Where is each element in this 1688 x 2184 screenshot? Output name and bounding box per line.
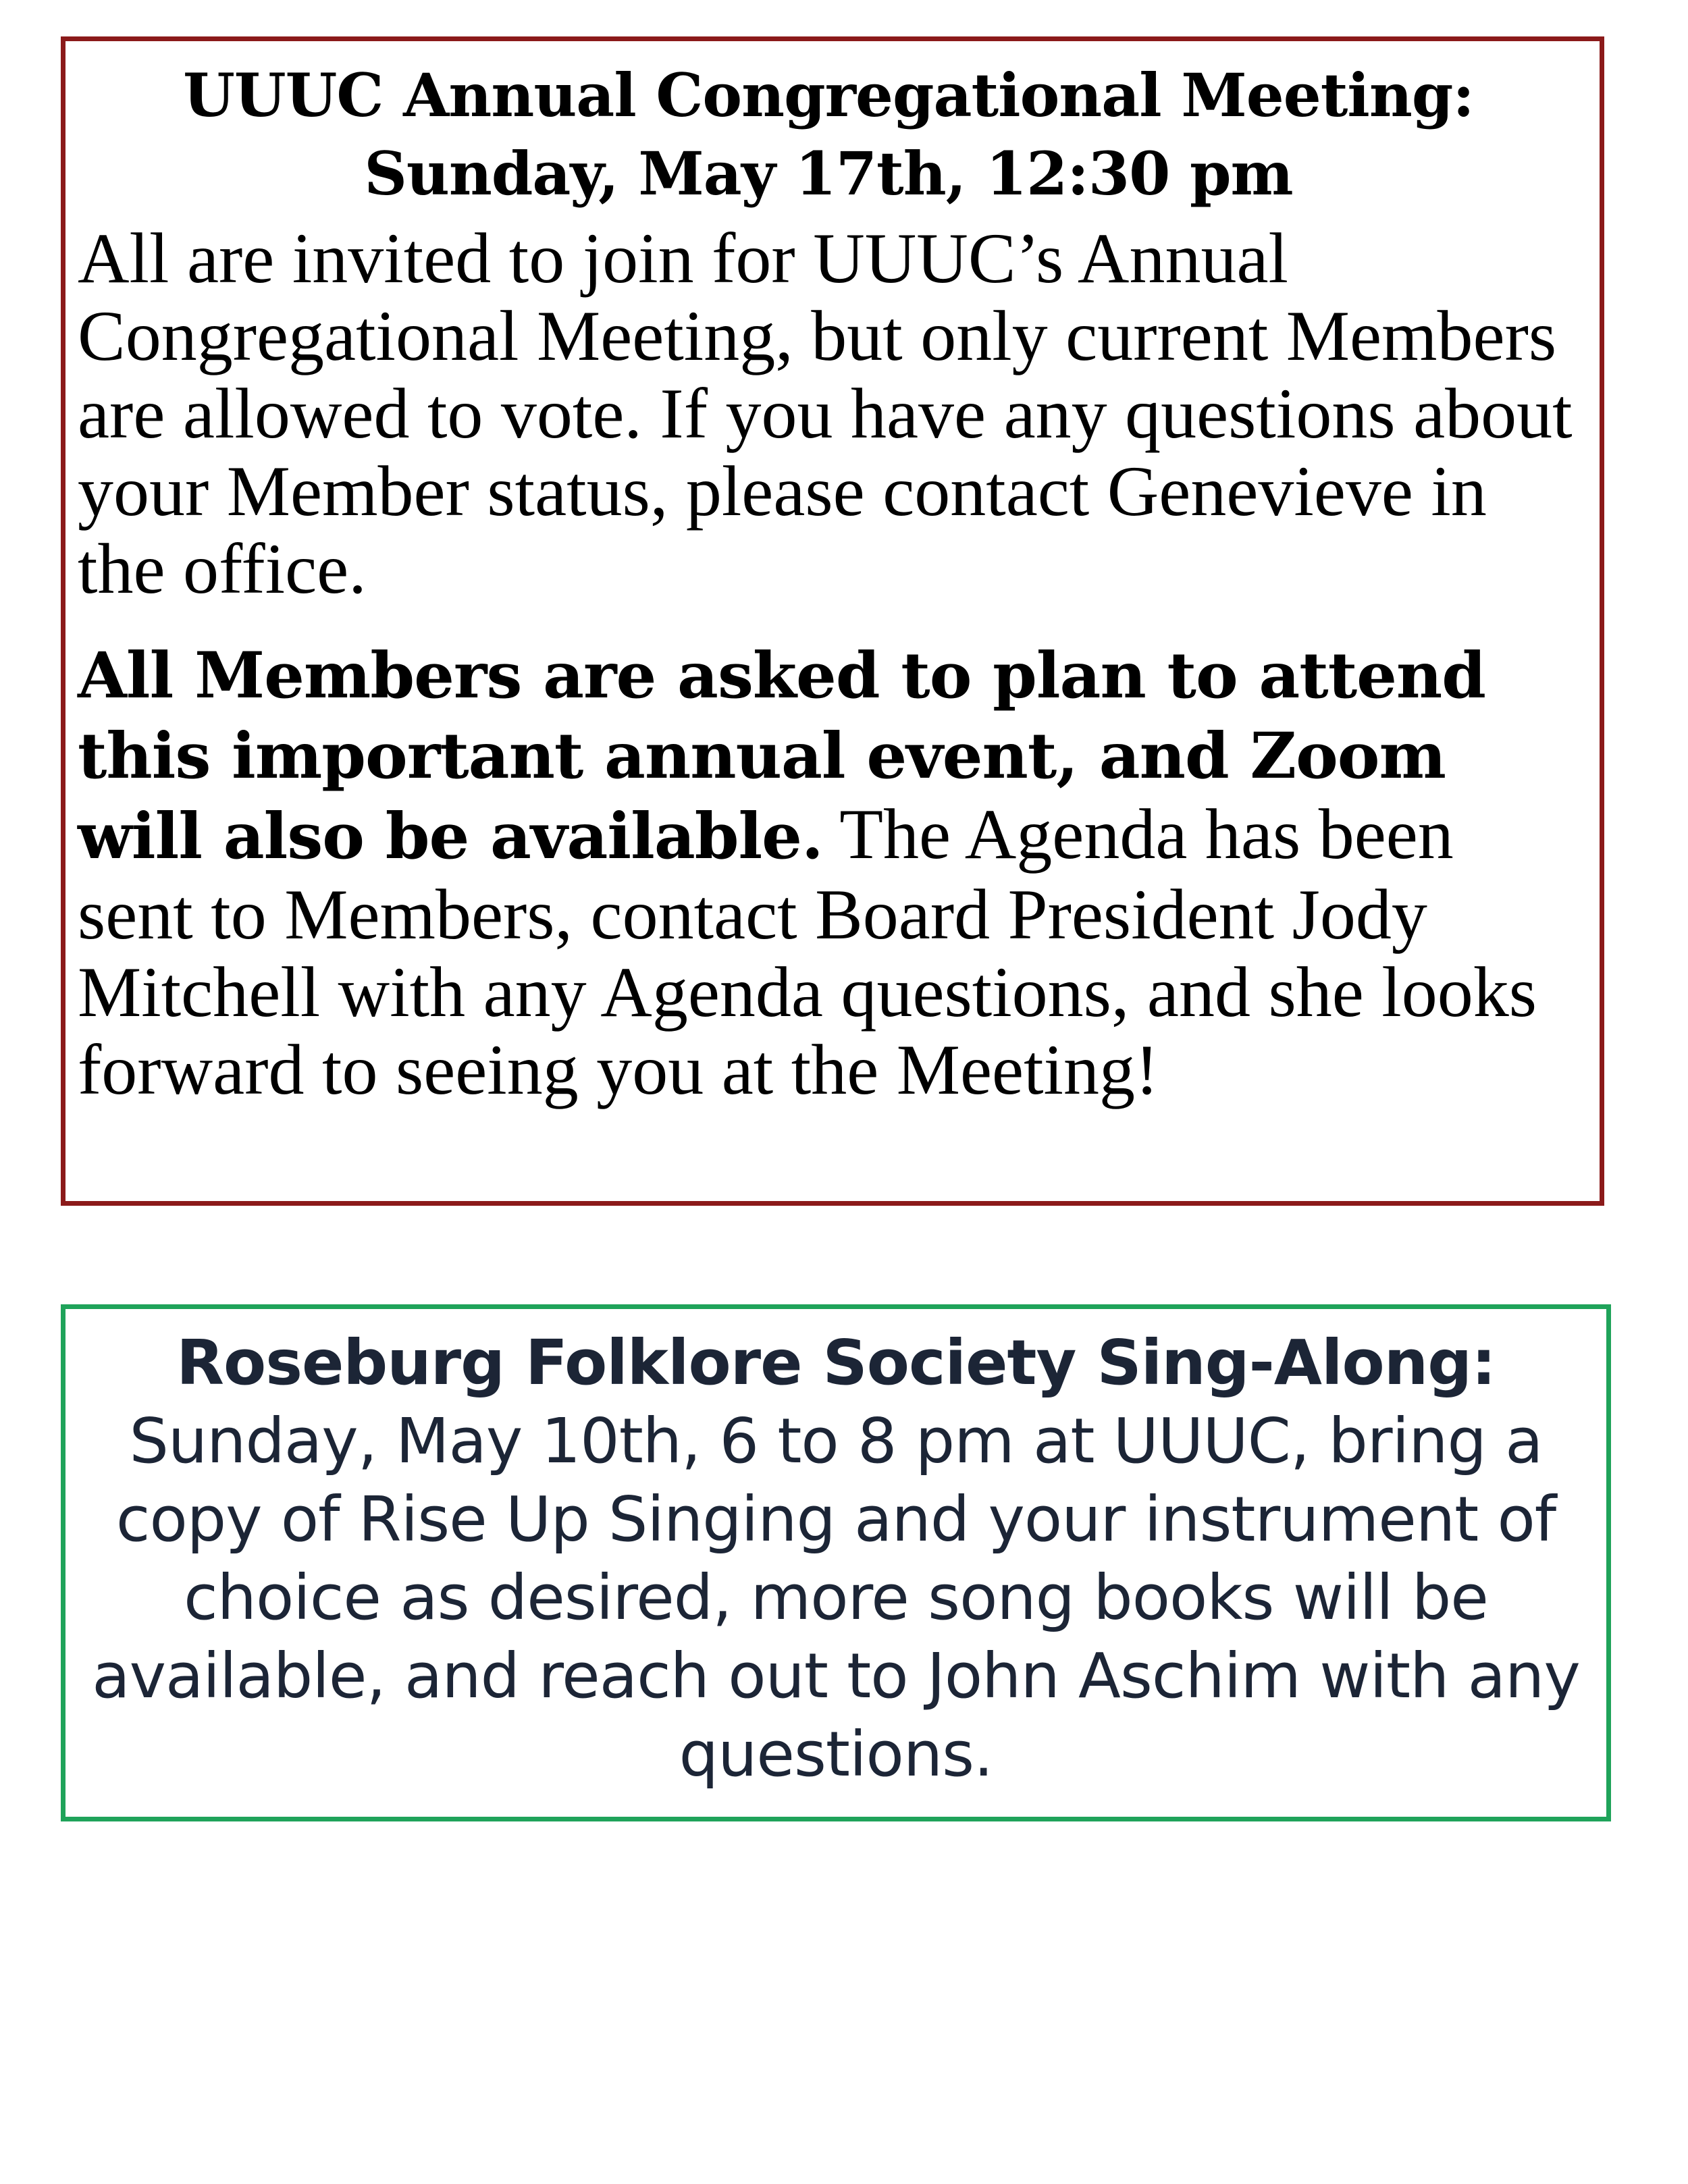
meeting-attendance-emphasis: All Members are asked to plan to attend this important annual event, and Zoom will also be available.: [78, 639, 1485, 874]
annual-meeting-box: [61, 36, 1604, 1206]
meeting-title: [78, 56, 1579, 213]
meeting-attendance-paragraph: [78, 635, 1579, 1109]
meeting-invitation-paragraph: All are invited to join for UUUC’s Annual Congregational Meeting, but only current Members are allowed to vote. If you have any questions about your Member status, please contact Genevieve in the office.: [78, 219, 1573, 608]
meeting-title-line1: UUUC Annual Congregational Meeting:: [183, 60, 1474, 130]
sing-along-details: Sunday, May 10th, 6 to 8 pm at UUUC, bring a copy of Rise Up Singing and your instrument of choice as desired, more song books will be available, and reach out to John Aschim with any questions.: [92, 1405, 1580, 1790]
meeting-title-line2: Sunday, May 17th, 12:30 pm: [364, 138, 1293, 209]
meeting-agenda-text: The Agenda has been sent to Members, contact Board President Jody Mitchell with any Agenda questions, and she looks forward to seeing you at the Meeting!: [78, 795, 1537, 1109]
sing-along-title: Roseburg Folklore Society Sing-Along:: [176, 1327, 1496, 1399]
sing-along-box: [61, 1304, 1611, 1821]
